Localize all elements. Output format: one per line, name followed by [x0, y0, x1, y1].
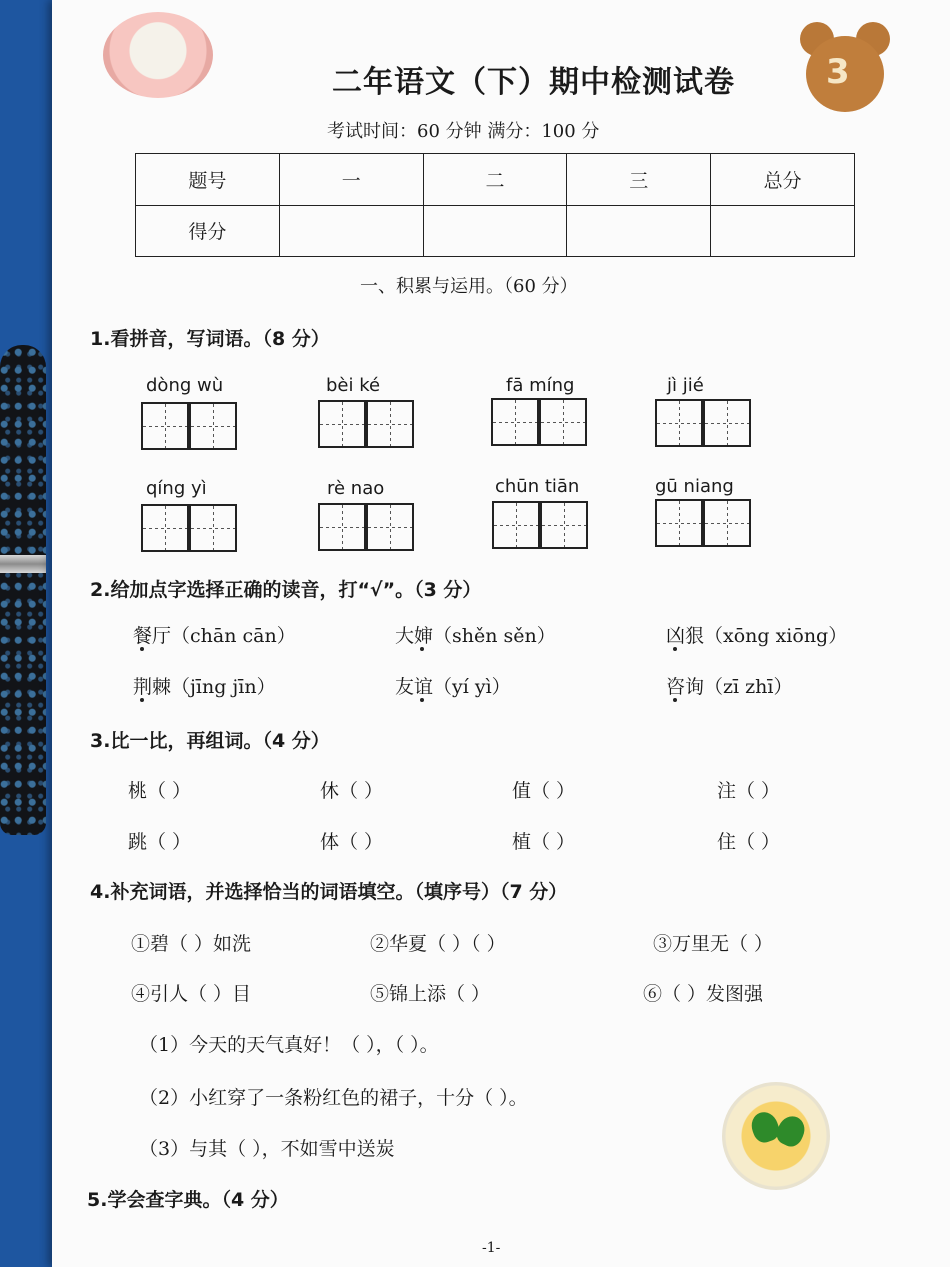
- compare-item[interactable]: 住（ ）: [717, 831, 781, 853]
- score-table-header-row: [136, 154, 855, 206]
- reading-option[interactable]: 餐厅（chān cān）: [133, 625, 296, 647]
- pinyin-label: qíng yì: [146, 478, 207, 499]
- exam-info: 考试时间：60 分钟 满分：100 分: [327, 121, 600, 142]
- fill-sentence-3[interactable]: （3）与其（ ），不如雪中送炭: [139, 1138, 395, 1160]
- emphasis-dot: [420, 647, 424, 651]
- pinyin-label: rè nao: [327, 478, 385, 499]
- compare-item[interactable]: 跳（ ）: [128, 831, 192, 853]
- header-cell: 三: [567, 154, 711, 206]
- q5-heading: 5.学会查字典。（4 分）: [87, 1189, 289, 1211]
- plate-ornament: [722, 1082, 830, 1190]
- compare-item[interactable]: 注（ ）: [717, 780, 781, 802]
- writing-grid[interactable]: [318, 400, 366, 448]
- page-number: -1-: [482, 1240, 501, 1256]
- writing-grid[interactable]: [539, 398, 587, 446]
- emphasis-dot: [140, 698, 144, 702]
- q2-heading: 2.给加点字选择正确的读音，打“√”。（3 分）: [90, 579, 482, 601]
- header-cell: 总分: [711, 154, 855, 206]
- writing-grid[interactable]: [492, 501, 540, 549]
- reading-option[interactable]: 咨询（zī zhī）: [666, 676, 793, 698]
- pen-band: [0, 555, 46, 573]
- compare-item[interactable]: 体（ ）: [320, 831, 384, 853]
- header-cell: 一: [279, 154, 423, 206]
- writing-grid[interactable]: [141, 504, 189, 552]
- score-cell[interactable]: [567, 205, 711, 257]
- row-label: 得分: [136, 205, 280, 257]
- pinyin-label: fā míng: [506, 375, 575, 396]
- writing-grid[interactable]: [703, 399, 751, 447]
- emphasis-dot: [420, 698, 424, 702]
- writing-grid[interactable]: [366, 400, 414, 448]
- writing-grid[interactable]: [703, 499, 751, 547]
- idiom-item[interactable]: ②华夏（ ）（ ）: [370, 933, 506, 955]
- score-table: [135, 153, 855, 257]
- score-cell[interactable]: [711, 205, 855, 257]
- emphasis-dot: [140, 647, 144, 651]
- reading-option[interactable]: 荆棘（jīng jīn）: [133, 676, 276, 698]
- header-cell: 题号: [136, 154, 280, 206]
- header-cell: 二: [423, 154, 567, 206]
- reading-option[interactable]: 友谊（yí yì）: [395, 676, 511, 698]
- pinyin-label: gū niang: [655, 476, 734, 497]
- emphasis-dot: [673, 647, 677, 651]
- writing-grid[interactable]: [655, 499, 703, 547]
- writing-grid[interactable]: [141, 402, 189, 450]
- writing-grid[interactable]: [366, 503, 414, 551]
- pinyin-label: jì jié: [667, 375, 704, 396]
- compare-item[interactable]: 植（ ）: [512, 831, 576, 853]
- pinyin-label: chūn tiān: [495, 476, 580, 497]
- fill-sentence-1[interactable]: （1）今天的天气真好！（ ），（ ）。: [139, 1034, 439, 1056]
- q3-heading: 3.比一比，再组词。（4 分）: [90, 730, 330, 752]
- writing-grid[interactable]: [189, 402, 237, 450]
- bear-cookie-ornament: 3: [800, 22, 890, 114]
- idiom-item[interactable]: ④引人（ ）目: [131, 983, 252, 1005]
- reading-option[interactable]: 大婶（shěn sěn）: [395, 625, 556, 647]
- idiom-item[interactable]: ③万里无（ ）: [653, 933, 774, 955]
- reading-option[interactable]: 凶狠（xōng xiōng）: [666, 625, 848, 647]
- score-cell[interactable]: [279, 205, 423, 257]
- writing-grid[interactable]: [318, 503, 366, 551]
- pinyin-label: bèi ké: [326, 375, 381, 396]
- compare-item[interactable]: 值（ ）: [512, 780, 576, 802]
- writing-grid[interactable]: [189, 504, 237, 552]
- fountain-pen: [0, 345, 46, 835]
- score-cell[interactable]: [423, 205, 567, 257]
- idiom-item[interactable]: ①碧（ ）如洗: [131, 933, 252, 955]
- compare-item[interactable]: 桃（ ）: [128, 780, 192, 802]
- idiom-item[interactable]: ⑥（ ）发图强: [643, 983, 764, 1005]
- score-table-score-row: [136, 205, 855, 257]
- compare-item[interactable]: 休（ ）: [320, 780, 384, 802]
- cake-ornament: [103, 12, 213, 98]
- pinyin-label: dòng wù: [146, 375, 224, 396]
- writing-grid[interactable]: [540, 501, 588, 549]
- idiom-item[interactable]: ⑤锦上添（ ）: [370, 983, 491, 1005]
- emphasis-dot: [673, 698, 677, 702]
- fill-sentence-2[interactable]: （2）小红穿了一条粉红色的裙子，十分（ ）。: [139, 1087, 528, 1109]
- writing-grid[interactable]: [655, 399, 703, 447]
- section-one-heading: 一、积累与运用。（60 分）: [360, 276, 578, 297]
- q1-heading: 1.看拼音，写词语。（8 分）: [90, 328, 330, 350]
- q4-heading: 4.补充词语，并选择恰当的词语填空。（填序号）（7 分）: [90, 881, 568, 903]
- exam-title: 二年语文（下）期中检测试卷: [332, 65, 735, 100]
- writing-grid[interactable]: [491, 398, 539, 446]
